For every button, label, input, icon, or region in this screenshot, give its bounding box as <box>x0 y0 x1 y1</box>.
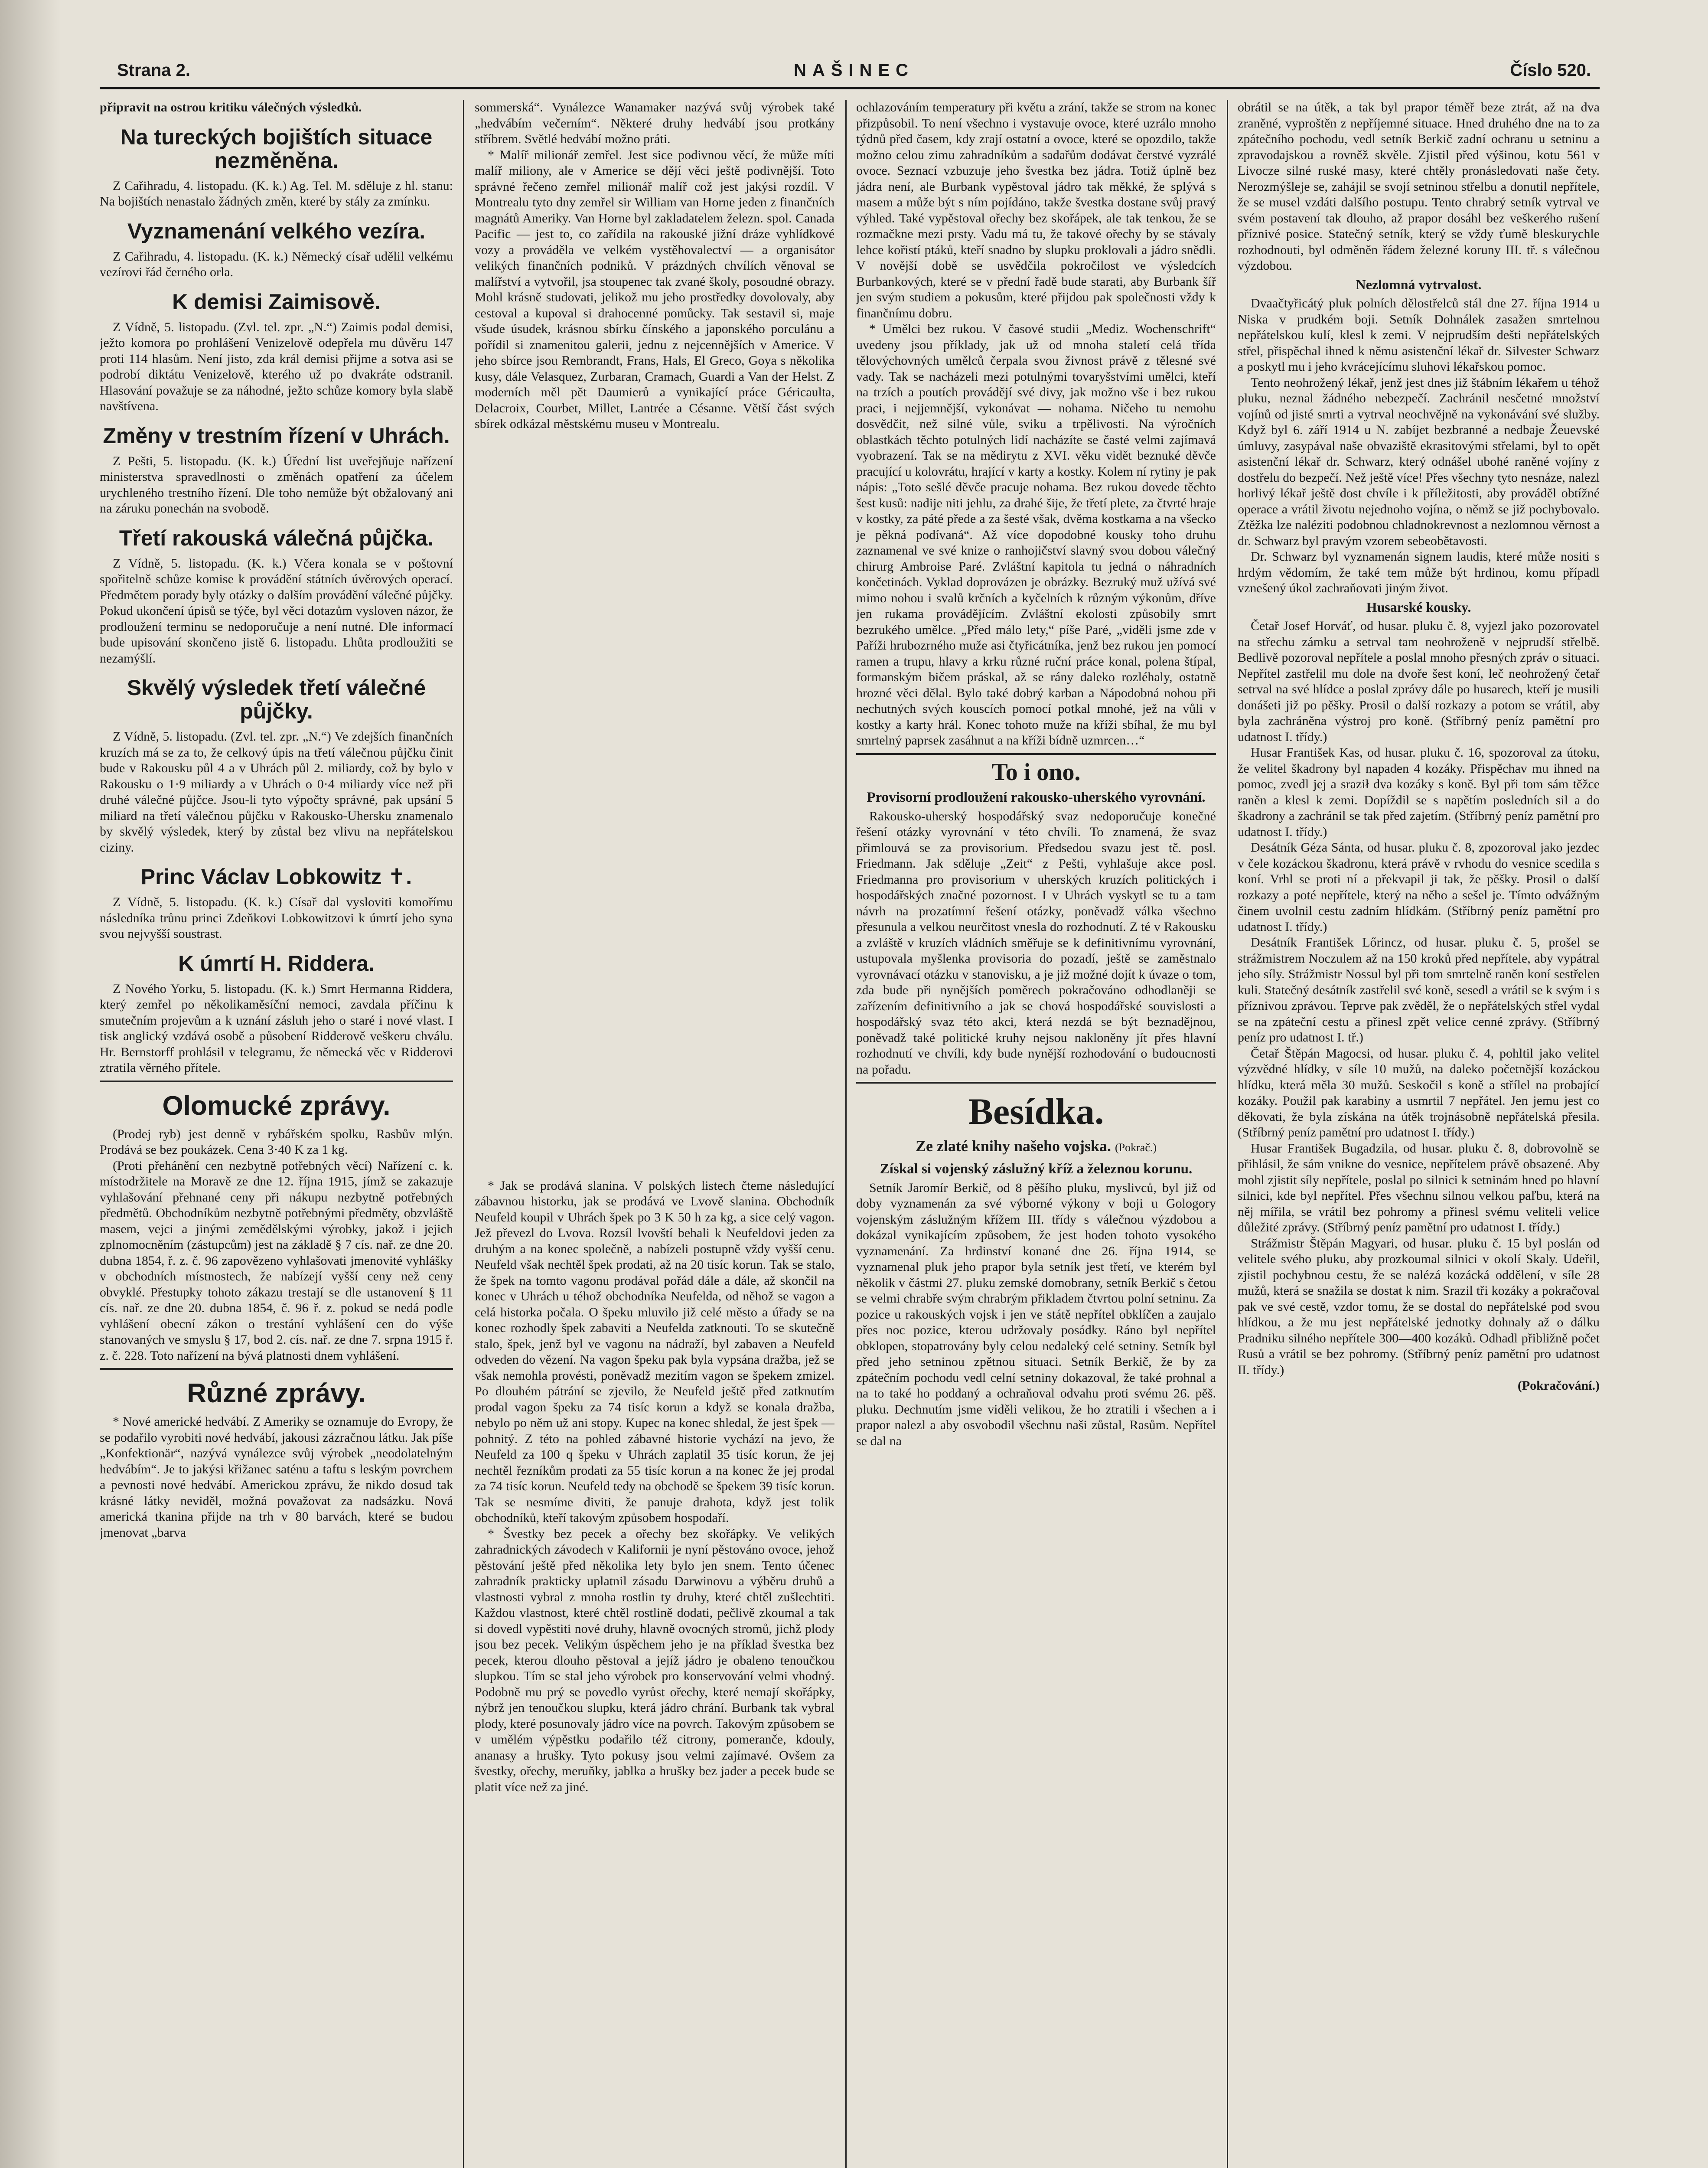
subheadline: Získal si vojenský záslužný kříž a železnou korunu. <box>880 1161 1193 1177</box>
section-headline: Olomucké zprávy. <box>162 1091 391 1121</box>
article-text: obrátil se na útěk, a tak byl prapor téměř beze ztrát, až na dva zraněné, vyproštěn z nepříjemné situace. Hned druhého dne na to za zpátečního pochodu, vedl setník Berkič zadní ochranu u setninu a zpravodajskou a rovněž skvěle. Zjistil před výšinou, kotu 561 v Livocze silné ruské masy, které chtěly pronásledovati naše čety. Nerozmýšleje se, zahájil se svojí setninou střelbu a donutil nepřítele, že se musel vzdáti dalšího postupu. Tento chrabrý setník vytrval ve svém postavení tak dlouho, až prapor dosáhl bez veškerého rušení příznivé posice. Statečný setník, který se vždy ťumě bleskurychle rozhodnouti, byl odměněn řádem železné koruny III. tř. s válečnou výzdobou. <box>1238 100 1600 273</box>
headline: Vyznamenání velkého vezíra. <box>127 219 426 243</box>
headline: K demisi Zaimisově. <box>172 289 381 314</box>
headline: Třetí rakouská válečná půjčka. <box>119 526 434 550</box>
article-text: * Malíř milionář zemřel. Jest sice podivnou věcí, že může míti malíř miliony, ale v Americe se dějí věci ještě podivnější. Toto správné řečeno zemřel milionář malíř což jest jakýsi rozdíl. V Montrealu tyto dny zemřel sir William van Horne jeden z finančních magnátů Ameriky. Van Horne byl zakladatelem železn. spol. Canada Pacific — jest to, co zařídila na rakouské jižní dráze vyhlídkové vozy a prováděla ve velkém vystěhovalectví — a organisátor velikých finančních podniků. V prázdných chvílích věnoval se malířství a vytvořil, jsa stoupenec tak zvané školy, posoudné obrazy. Mohl krásně studovati, jelikož mu jeho prostředky dovolovaly, aby cestoval a kupoval si drahocenné pomůcky. Tak sestavil si, maje všude úsudek, krásnou sbírku čínského a japonského porculánu a pořídil si znamenitou galerii, jednu z nejcennějších v Americe. V jeho sbírce jsou Rembrandt, Frans, Hals, El Greco, Goya s několika kusy, dále Velasquez, Zurbaran, Cramach, Guardi a Van der Helst. Z moderních měl pět Daumierů a vynikající práce Géricaulta, Delacroix, Courbet, Millet, Lantrée a Césanne. Větší část svých sbírek odkázal městskému museu v Montrealu. <box>475 147 834 431</box>
article-text: Desátník Géza Sánta, od husar. pluku č. 8, zpozoroval jako jezdec v čele kozáckou škadronu, která právě v rvhodu do vesnice scedila s koní. Vrhl se proti ní a překvapil ji tak, že pěšky. Prosil o další rozkazy a poté nepřítele, který na něho a sešel je. Tímto odvážným činem uvolnil cestu zadním hlídkám. (Stříbrný peníz pamětní pro udatnost I. třídy.) <box>1238 840 1600 934</box>
article-text: Rakousko-uherský hospodářský svaz nedoporučuje konečné řešení otázky vyrovnání v této chvíli. To znamená, že svaz přimlouvá se za provisorium. Předsedou svazu jest tč. posl. Friedmann. Jak sděluje „Zeit“ z Pešti, vyhlašuje akce posl. Friedmanna pro provisorium v uherských kruzích politických i hospodářských značné pozornost. I v Uhrách vyskytl se tu a tam návrh na prozatímní řešení otázky, poněvadž válka všechno přesunula a velkou neurčitost vnesla do rozhodnutí. Z té v Rakousku a zvláště v kruzích vládních směřuje se k definitivnímu vyrovnání, ustupovala myšlenka provisoria do pozadí, ještě se zaměstnalo vyrovnávací otázku v stanovisku, a je již možné dojít k úvaze o tom, zda bude při nynějších poměrech pokračováno odhodlaněji se zařízením definitivního a jak se chová hospodářské souvislosti a hospodářský svaz této akci, která nezdá se být beznadějnou, poněvadž také politické kruhy nejsou nakloněny jít přes hlavní rozhodnutí ve chvíli, kdy bude nynější rozhodování o budoucnosti na pořadu. <box>856 809 1216 1077</box>
continuation-note: (Pokračování.) <box>1517 1378 1600 1393</box>
article-text: Četař Štěpán Magocsi, od husar. pluku č. 4, pohltil jako velitel výzvědné hlídky, v síle 10 mužů, na daleko početnější kozáckou hlídku, která měla 30 mužů. Seskočil s koně a střílel na probající kozáky. Použil pak karabiny a usmrtil 7 nepřátel. Jen jemu jest co děkovati, že byla získána na útěk trojnásobně nepřátelská přesila. (Stříbrný peníz pamětní pro udatnost I. třídy.) <box>1238 1046 1600 1140</box>
article-text: Husar František Kas, od husar. pluku č. 16, spozoroval za útoku, že velitel škadrony byl napaden 4 kozáky. Přispěchav mu ihned na pomoc, zvedl jej a sraził dva kozáky s koně. Byl při tom sám těžce raněn a klesl k zemi. Dopíždil se s napětím posledních sil a do škadrony a zachránil se tak před zajetím. (Stříbrný peníz pamětní pro udatnost I. třídy.) <box>1238 745 1600 839</box>
article-text: Z Cařihradu, 4. listopadu. (K. k.) Ag. Tel. M. sděluje z hl. stanu: Na bojištích nenastalo žádných změn, které by stály za zmínku. <box>100 178 453 209</box>
section-rule <box>100 1368 453 1370</box>
article-text: * Jak se prodává slanina. V polských listech čteme následující zábavnou historku, jak se prodává ve Lvově slanina. Obchodník Neufeld koupil v Uhrách špek po 3 K 50 h za kg, a sice celý vagon. Jež převezl do Lvova. Rozsíl lvovští behali k Neufeldovi jeden za druhým a na konec společně, a nabízeli postupně vždy vyšší cenu. Neufeld však nechtěl špek prodati, až na 20 tisíc korun. Tak se stalo, že špek na tomto vagonu prodával pořád dále a dále, až skončil na konec v Uhrách u téhož obchodníka Neufelda, od něhož se vagon a celá historka počala. O špeku mluvilo již celé město a úřady se na konec rozhodly špek zabaviti a Neufelda zatknouti. To se skutečně stalo, špek, jenž byl ve vagonu na nádraží, byl zabaven a Neufeld odveden do vězení. Na vagon špeku pak byla vypsána dražba, jež se však nemohla provésti, poněvadž mezitím vagon se špekem zmizel. Po dlouhém pátrání se zjevilo, že Neufeld ještě před zatknutím prodal vagon špeku za 74 tisíc korun a když se konala dražba, nebylo po něm už ani stopy. Kupec na konec shledal, že jest špek — pohnitý. Z této na pohled zábavné historie vychází na jevo, že Neufeld za 100 q špeku v Uhrách zaplatil 35 tisíc korun, že jej nechtěl řezníkům prodati za 55 tisíc korun a na konec že jej prodal za 74 tisíc korun. Neufeld tedy na obchodě se špekem 39 tisíc korun. Tak se nesmíme diviti, že panuje drahota, když jest tolik obchodníků, kteří takovým způsobem hospodaří. <box>475 1178 834 1525</box>
blank-space <box>475 432 834 1178</box>
article-text: Z Cařihradu, 4. listopadu. (K. k.) Německý císař udělil velkému vezírovi řád černého orla. <box>100 249 453 279</box>
article-text: Z Vídně, 5. listopadu. (K. k.) Císař dal vysloviti komořímu následníka trůnu princi Zdeňkovi Lobkowitzovi k úmrtí jeho syna svou nejvyšší soustrast. <box>100 895 453 941</box>
article-text: Z Vídně, 5. listopadu. (K. k.) Včera konala se v poštovní spořitelně schůze komise k provádění státních úvěrových operací. Předmětem porady byly otázky o dalším provádění válečné půjčky. Pokud ukončení úpisů se týče, byl věci dotazům vysloven názor, že prodloužení terminu se nedoporučuje a není nutné. Dle informací bude upisování skončeno jistě 6. listopadu. Lhůta prodloužiti se nezamýšlí. <box>100 556 453 666</box>
article-text: Z Nového Yorku, 5. listopadu. (K. k.) Smrt Hermanna Riddera, který zemřel po několikaměsíční nemoci, zavdala příčinu k smutečním projevům a k uznání zásluh jeho o staré i nové vlast. I tisk anglický vzdává osobě a působení Ridderově veškeru chválu. Hr. Bernstorff prohlásil v telegramu, že německá věc v Ridderovi ztratila věrného přítele. <box>100 981 453 1075</box>
section-headline: To i ono. <box>991 758 1081 786</box>
article-text: Dvaačtyřicátý pluk polních dělostřelců stál dne 27. října 1914 u Niska v prudkém boji. Setník Dohnálek zasažen smrtelnou nepřátelskou kulí, klesl k zemi. V nejprudším dešti nepřátelských střel, přispěchal ihned k němu asistenční lékař dr. Silvester Schwarz a poskytl mu i jeho kvrácejícímu sluhovi lékařskou pomoc. <box>1238 296 1600 374</box>
section-rule <box>856 753 1216 755</box>
article-text: Četař Josef Horváť, od husar. pluku č. 8, vyjezl jako pozorovatel na střechu zámku a setrval tam neohroženě v nejprudší střelbě. Bedlivě pozoroval nepřítele a poslal mnoho přesných zpráv o situaci. Nepřítel zastřelil mu dole na dvoře šest koní, leč neohrožený četař setrval na své hlídce a poslal zprávy dále po husarech, kteří je musili donášeti již po pěšky. Prosil o další rozkazy a potom se vrátil, aby byla zachráněna výstroj pro koně. (Stříbrný peníz pamětní pro udatnost I. třídy.) <box>1238 619 1600 744</box>
column-divider <box>1227 100 1228 2168</box>
feuilleton-headline: Besídka. <box>968 1091 1104 1132</box>
column-3 <box>856 100 1216 2168</box>
article-text: Husar František Bugadzila, od husar. pluku č. 8, dobrovolně se přihlásil, že sám vnikne do vesnice, nepřítelem právě obsazené. Aby mohl zjistit síly nepřítele, poslal po silnici k setninám hned po hlavní silnici, kde byl nepřítel. Přes všechnu silnou velkou paľbu, která na něj mířila, se vrátil bez pohromy a přinesl svému veliteli velice důležité zprávy. (Stříbrný peníz pamětní pro udatnost I. třídy.) <box>1238 1141 1600 1234</box>
column-divider <box>845 100 847 2168</box>
headline: Změny v trestním řízení v Uhrách. <box>103 423 450 448</box>
subheadline: Nezlomná vytrvalost. <box>1356 276 1482 292</box>
article-text: * Nové americké hedvábí. Z Ameriky se oznamuje do Evropy, že se podařilo vyrobiti nové hedvábí, jakousi zázračnou látku. Jak píše „Konfektionär“, nazývá vynálezce svůj výrobek „neodolatelným hedvábím“. Je to jakýsi křižanec saténu a taftu s leským povrchem a pevnosti nové hedvábí. Americkou zprávu, že nikdo dosud tak krásné látky neviděl, možná považovat za nadsázku. Nová americká tkanina přijde na trh v 80 barvách, které se budou jmenovat „barva <box>100 1414 453 1540</box>
feuilleton-title <box>856 1138 1216 1156</box>
column-1 <box>100 100 453 2168</box>
article-text: Desátník František Lőrincz, od husar. pluku č. 5, prošel se strážmistrem Noczulem až na 150 kroků před nepřítele, aby vypátral jeho síly. Strážmistr Nossul byl při tom smrtelně raněn koní sestřelen kuli. Statečný desátník zastřelil své koně, sesedl a vrátil se k svým i s příznivou zprávou. Teprve pak zvěděl, že o nepřátelských střel vydal se na zpáteční cestu a přinesl zpět velice cenné zprávy. (Stříbrný peníz pro udatnost I. tř.) <box>1238 935 1600 1045</box>
article-text: * Švestky bez pecek a ořechy bez skořápky. Ve velikých zahradnických závodech v Kalifornii je nyní pěstováno ovoce, jehož pěstování ještě před několika lety bylo jen snem. Tento účenec zahradník prakticky uplatnil zásadu Darwinovu a výběru druhů a vlastnosti vybral z mnoha rostlin ty druhy, které chtěl zušlechtiti. Každou vlastnost, které chtěl rostlině dodati, pečlivě zkoumal a tak si dovedl vypěstiti nové druhy, hlavně ovocných stromů, jichž plody jsou bez pecek. Velikým úspěchem jeho je na příklad švestka bez pecek, kterou dlouho pěstoval a jejíž jádro je obaleno tenoučkou slupkou. Tím se stal jeho výrobek pro konservování velmi vhodný. Podobně mu prý se povedlo vyrůst ořechy, které nemají skořápky, nýbrž jen tenoučkou slupku, která jádro chrání. Burbank tak vybral plody, které posunovaly jádro více na povrch. Takovým způsobem se v umělém výpěstku podařilo též citrony, pomeranče, kdouly, ananasy a hrušky. Tyto pokusy jsou velmi zajímavé. Ovšem za švestky, ořechy, meruňky, jablka a hrušky bez jader a pecek bude se platit více než za jiné. <box>475 1526 834 1794</box>
subheadline: Provisorní prodloužení rakousko-uherského vyrovnání. <box>867 789 1206 805</box>
headline: K úmrtí H. Riddera. <box>178 951 375 976</box>
feuilleton-title-text: Ze zlaté knihy našeho vojska. <box>915 1137 1112 1155</box>
subheadline: Husarské kousky. <box>1366 599 1471 615</box>
article-text: (Prodej ryb) jest denně v rybářském spolku, Rasbův mlýn. Prodává se bez poukázek. Cena 3·40 K za 1 kg. <box>100 1126 453 1157</box>
article-text: Z Vídně, 5. listopadu. (Zvl. tel. zpr. „N.“) Zaimis podal demisi, ježto komora po prohlášení Venizelově odepřela mu důvěru 147 proti 114 hlasům. Není jisto, zda král demisi přijme a sotva asi se podrobí diktátu Venizelově, kterého už po dvakráte odstranil. Hlasování považuje se za náhodné, ježto schůze komory byla slabě navštívena. <box>100 320 453 413</box>
column-4 <box>1238 100 1600 2168</box>
article-text: Tento neohrožený lékař, jenž jest dnes již štábním lékařem u téhož pluku, neznal žádného nebezpečí. Zachránil nesčetné množství vojínů od jisté smrti a vytrval neochvějně na vykonávání své služby. Když byl 6. září 1914 u N. zabíjet bezbranné a nedbaje Žeuevské úmluvy, zasypával naše obvaziště ekrasitovými střelami, byl to opět asistenční lékař dr. Schwarz, který odnášel ubohé raněné vojíny z dostřelu do bezpečí. Než ještě více! Přes všechny tyto nesnáze, nalezl horlivý lékař ještě dost chvíle i k příležitosti, aby prováděl obtížné operace a vrátil životu nejednoho vojína, o němž se již pochybovalo. Ztěžka lze naléziti podobnou chladnokrevnost a nezlomnou věrnost a dr. Schwarz byl pravým vzorem sebeobětavosti. <box>1238 375 1600 548</box>
article-text: Dr. Schwarz byl vyznamenán signem laudis, které může nositi s hrdým vědomím, že také tem může být hrdinou, komu případl vznešený úkol zachraňovati jiným život. <box>1238 549 1600 595</box>
continuation-note: (Pokrač.) <box>1115 1141 1157 1154</box>
page-edge-shadow <box>0 0 61 2168</box>
headline: Skvělý výsledek třetí válečné půjčky. <box>127 676 426 723</box>
column-divider <box>463 100 464 2168</box>
headline: Na tureckých bojištích situace nezměněna. <box>120 124 433 173</box>
issue-number: Číslo 520. <box>1510 61 1591 80</box>
article-text: ochlazováním temperatury při květu a zrání, takže se strom na konec přizpůsobil. To není všechno i vystavuje ovoce, které uzrálo mnoho týdnů před časem, kdy zrají ostatní a ovoce, které se opozdilo, takže možno celou zimu zahradníkům a sadařům dodávat čerstvé vyzrálé ovoce. Seznací vzbuzuje jeho švestka bez jádra. Totiž úplně bez jádra není, ale Burbank vypěstoval jádro tak měkké, že splývá s masem a může být s ním pojídáno, takže švestka dostane svůj pravý výhled. Také vypěstoval ořechy bez skořápek, ale tak tenkou, že se rozmačkne mezi prsty. Vadu má tu, že takové ořechy by se stávaly lehce kořistí ptáků, kteří snadno by slupku proklovali a jádro snědli. V novější době se usvědčila pokročilost ve výsledcích Burbankových, které se v přední řadě bude starati, aby Burbank šíř jen svým studiem a pokusům, které přijdou pak společnosti vždy k finančnímu dobru. <box>856 100 1216 320</box>
article-text: (Proti přehánění cen nezbytně potřebných věcí) Nařízení c. k. místodržitele na Moravě ze dne 12. října 1915, jímž se zakazuje vyhlašování přehnané ceny při nákupu nezbytně potřebných předmětů. Obchodníkům nezbytně potřebnými předměty, obzvláště masem, vejci a jinými zemědělskými výrobky, jakož i jejich zplnomocněním (zástupcům) jest na základě § 7 cís. nař. ze dne 20. dubna 1854, ř. z. č. 96 zapovězeno vyhlašovati jmenovité vyhlášky v obchodních místnostech, že nabízejí vyšší ceny než ceny obvyklé. Přestupky tohoto zákazu trestají se dle ustanovení § 11 cís. nař. ze dne 20. dubna 1854, č. 96 ř. z. pokud se nedá podle vyhlášení obecní zákon o trestání vyhlášení cen do výše stanovaných ve smyslu § 17, bod 2. cís. nař. ze dne 7. srpna 1915 ř. z. č. 228. Toto nařízení na bývá platnosti dnem vyhlášení. <box>100 1158 453 1363</box>
article-text: Setník Jaromír Berkič, od 8 pěšího pluku, myslivců, byl již od doby vyznamenán za své výborné výkony v boji u Gologory vojenským záslužným křížem III. třídy s válečnou výzdobou a dokázal vynikajícím způsobem, že jest hoden tohoto vysokého vyznamenání. Za hrdinství konané dne 26. října 1914, se vyznamenal pluk jeho prapor byla setník jest třetí, ve kterém byl několik v částmi 27. pluku zemské domobrany, setník Berkič s četou se velmi chrabře svým chrabrým přikladem čtvrtou polní setninu. Za pozice u rakouských vojsk i jen ve státě nepřítel obklíčen a zaujalo přes noc pozice, kterou udržovaly posádky. Ráno byl nepřítel obklopen, stopatrovány byly celou nedaleký celé setniny. Setník byl před jeho setninou zpětnou situaci. Setník Berkič, že by za zpátečním pochodu vedl celní setniny dokazoval, že také prohnal a na to také ho poddaný a ochraňoval odvahu proti svému 26. pěš. pluku. Dechnutím jsme viděli velikou, že ho ztratili i všechen a i prapor nalezl a aby osvobodil všechnu naši zůstal, Rasům. Nepřítel se dal na <box>856 1180 1216 1448</box>
column-2 <box>475 100 834 2168</box>
article-text: Z Vídně, 5. listopadu. (Zvl. tel. zpr. „N.“) Ve zdejších finančních kruzích má se za to, že celkový úpis na třetí válečnou půjčku činit bude v Rakousku půl 4 a v Uhrách půl 2. miliardy, což by bylo v Rakousku o 1·9 miliardy a v Uhrách o 0·4 miliardy více než při druhé válečné půjčce. Jsou-li tyto výpočty správné, pak upsání 5 miliard na třetí válečnou půjčku v Rakousko-Uhersku znamenalo by skvělý výsledek, který by zůstal bez vlivu na nepřátelskou ciziny. <box>100 729 453 855</box>
page-number: Strana 2. <box>117 61 190 80</box>
section-rule <box>100 1081 453 1082</box>
article-text: Z Pešti, 5. listopadu. (K. k.) Úřední list uveřejňuje nařízení ministerstva spravedlnosti o změnách opatření za účelem urychleného trestního řízení. Dle toho nemůže být obžalovaný ani na záruku ponechán na svobodě. <box>100 454 453 516</box>
article-text: připravit na ostrou kritiku válečných výsledků. <box>100 100 362 114</box>
header-rule <box>100 87 1600 89</box>
headline: Princ Václav Lobkowitz ✝. <box>140 865 412 889</box>
article-text: Strážmistr Štěpán Magyari, od husar. pluku č. 15 byl poslán od velitele svého pluku, aby prozkoumal silnici v okolí Skaly. Udeřil, zjistil pochybnou cestu, že se nalézá kozácká oddělení, v síle 28 mužů, která se snažila se dostat k nim. Srazil tři kozáky a pokračoval pak ve své cestě, vzdor tomu, že se dostal do nepřátelské pod svou hlídkou, a že mu jest nepřátelské jednotky dohnaly až o dálku Pradniku silného nepřítele 300—400 kozáků. Odhadl přibližně počet Rusů a vrátil se bez pohromy. (Stříbrný peníz pamětní pro udatnost II. třídy.) <box>1238 1236 1600 1377</box>
section-headline: Různé zprávy. <box>187 1378 366 1408</box>
page-header <box>117 61 1591 82</box>
section-rule <box>856 1082 1216 1084</box>
article-text: sommerská“. Vynálezce Wanamaker nazývá svůj výrobek také „hedvábím večerním“. Některé druhy hedvábí jsou protkány stříbrem. Světlé hedvábí možno práti. <box>475 100 834 146</box>
masthead-title: NAŠINEC <box>793 61 915 80</box>
article-text: * Umělci bez rukou. V časové studii „Mediz. Wochenschrift“ uvedeny jsou příklady, jak už od mnoha staletí celá třída tělovýchovných umělců čerpala svou živnost právě z tělesné své vady. Tak se nacházeli mezi potulnými tovaryšstvími umělci, kteří na trzích a poutích provádějí své divy, jak možno vše i bez rukou praci, i nejjemnější, vykonávat — nohama. Ničeho tu nemohu dosvědčit, než silné vůle, sviku a trpělivosti. Na výročních oblastkách těchto potulných lidí nacházíte se časté velmi zajímavá vyobrazení. Tak se na mědirytu z XVI. věku vidět beznuké děvče pracující u kolovrátu, hrající v karty a kostky. Kolem ní rytiny je pak nápis: „Toto sešlé děvče pracuje nohama. Bez rukou dovede těchto šest kusů: nadije niti jehlu, za drahé šije, že třetí plete, za čtvrté hraje v kostky, za páté přede a za šesté však, dvěma kostkama a na všecko je pěkná podívaná“. Až více dopodobné kousky toho druhu zaznamenal ve své knize o ranhojičství slavný svou dobou válečný chirurg Ambroise Paré. Zvláštní kapitola tu jedná o náhradních končetinách. Vyklad doprovázen je obrázky. Bezruký muž užívá své mimo nohou i svalů krčních a kyčelních k různým výkonům, dříve jen rukama provádějícím. Zvláštní ekolosti způsobily smrt bezrukého umělce. „Před málo lety,“ píše Paré, „viděli jsme zde v Paříži hrubozrného muže asi čtyřicátníka, jenž bez rukou jen pomocí ramen a trupu, hlavy a krku různé ruční práce konal, polena štípal, formanským bičem práskal, až se rány daleko rozléhaly, ostatně hrozné věci dělal. Bylo také dobrý karban a Nápodobná nohou při nechutných svých kouscích pomocí potkal mnohé, jež na vůli v kostky a karty hrál. Konec tohoto muže na kříži sbíhal, že mu byl smrtelný paprsek zasáhnut a na kříži bídně uzmrcen…“ <box>856 322 1216 748</box>
